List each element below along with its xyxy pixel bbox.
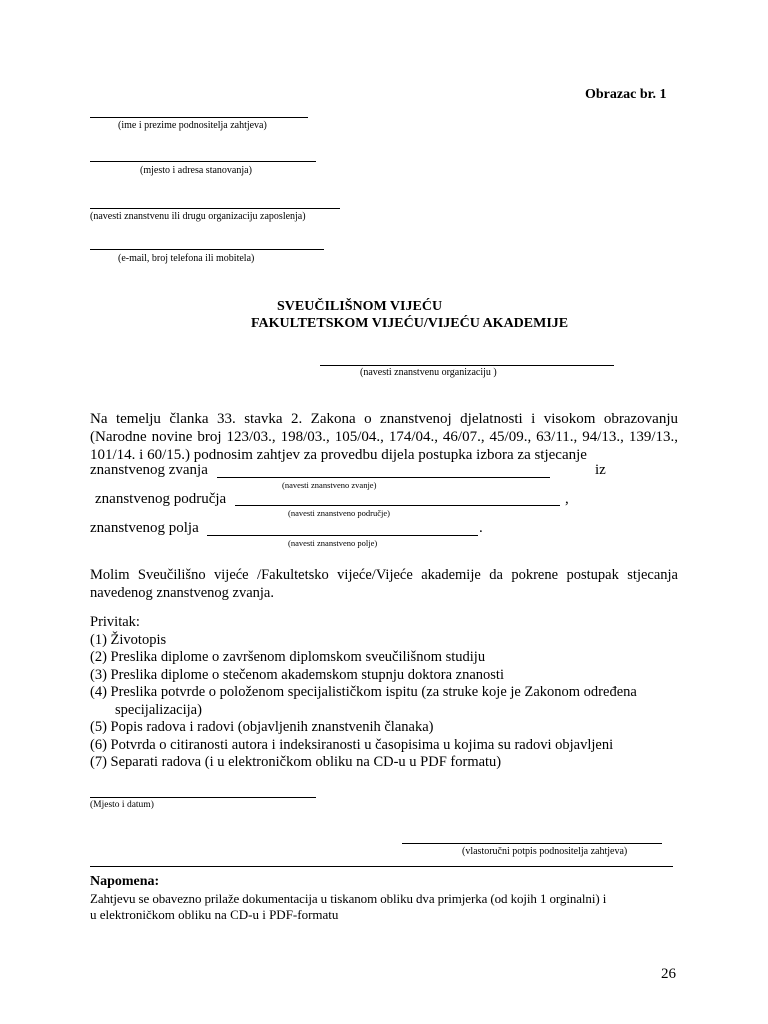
attachment-item: (4) Preslika potvrde o položenom specijalističkom ispitu (za struke koje je Zakonom određena xyxy=(90,684,637,700)
recipient-line-2: FAKULTETSKOM VIJEĆU/VIJEĆU AKADEMIJE xyxy=(251,316,569,331)
divider xyxy=(90,866,673,867)
name-line[interactable] xyxy=(90,117,308,118)
polje-caption: (navesti znanstveno polje) xyxy=(288,538,378,548)
contact-line[interactable] xyxy=(90,249,324,250)
attachments-title: Privitak: xyxy=(90,614,140,630)
organization-line[interactable] xyxy=(90,208,340,209)
attachment-item: (7) Separati radova (i u elektroničkom obliku na CD-u u PDF formatu) xyxy=(90,754,502,770)
name-caption: (ime i prezime podnositelja zahtjeva) xyxy=(118,120,267,131)
attachments-list xyxy=(90,614,637,772)
address-line[interactable] xyxy=(90,161,316,162)
attachment-item: (1) Životopis xyxy=(90,631,167,648)
place-date-line[interactable] xyxy=(90,797,316,798)
zvanje-label: znanstvenog zvanja xyxy=(90,462,208,478)
podrucje-suffix: , xyxy=(565,491,569,507)
form-number: Obrazac br. 1 xyxy=(585,87,667,102)
organization-caption: (navesti znanstvenu ili drugu organizaciju zaposlenja) xyxy=(90,211,306,222)
place-date-caption: (Mjesto i datum) xyxy=(90,800,154,810)
note-line-2: u elektroničkom obliku na CD-u i PDF-formatu xyxy=(90,907,339,922)
signature-caption: (vlastoručni potpis podnositelja zahtjeva) xyxy=(462,846,628,857)
signature-line[interactable] xyxy=(402,843,662,844)
note-line-1: Zahtjevu se obavezno prilaže dokumentacija u tiskanom obliku dva primjerka (od kojih 1 orginalni) i xyxy=(90,891,607,906)
podrucje-line[interactable] xyxy=(235,505,560,506)
podrucje-label: znanstvenog područja xyxy=(95,491,227,507)
organization-name-line[interactable] xyxy=(320,365,614,366)
zvanje-suffix: iz xyxy=(595,462,606,478)
attachment-item: (5) Popis radova i radovi (objavljenih znanstvenih članaka) xyxy=(90,719,434,735)
polje-line[interactable] xyxy=(207,535,478,536)
contact-caption: (e-mail, broj telefona ili mobitela) xyxy=(118,253,255,264)
attachment-item: (6) Potvrda o citiranosti autora i indeksiranosti u časopisima u kojima su radovi objavljeni xyxy=(90,736,614,753)
attachment-item-continuation: specijalizacija) xyxy=(115,701,202,718)
attachment-item: (3) Preslika diplome o stečenom akademskom stupnju doktora znanosti xyxy=(90,666,504,683)
note-title: Napomena: xyxy=(90,874,160,889)
polje-suffix: . xyxy=(479,520,483,536)
zvanje-line[interactable] xyxy=(217,477,550,478)
polje-label: znanstvenog polja xyxy=(90,520,199,536)
zvanje-caption: (navesti znanstveno zvanje) xyxy=(282,480,377,490)
request-paragraph: Na temelju članka 33. stavka 2. Zakona o znanstvenoj djelatnosti i visokom obrazovanju (Narodne novine broj 123/03., 198/03., 105/04., 174/04., 46/07., 45/09., 63/11., 94/13., 139/13., 101/14. i 60/15.) podnosim zahtjev za provedbu dijela postupka izbora za stjecanje xyxy=(90,411,678,463)
address-caption: (mjesto i adresa stanovanja) xyxy=(140,165,252,176)
podrucje-caption: (navesti znanstveno područje) xyxy=(288,508,390,518)
request-sentence: Molim Sveučilišno vijeće /Fakultetsko vijeće/Vijeće akademije da pokrene postupak stjecanja navedenog znanstvenog zvanja. xyxy=(90,567,678,601)
organization-name-caption: (navesti znanstvenu organizaciju ) xyxy=(360,367,497,378)
attachment-item: (2) Preslika diplome o završenom diplomskom sveučilišnom studiju xyxy=(90,649,486,665)
recipient-line-1: SVEUČILIŠNOM VIJEĆU xyxy=(277,299,443,314)
page-number: 26 xyxy=(661,966,676,982)
